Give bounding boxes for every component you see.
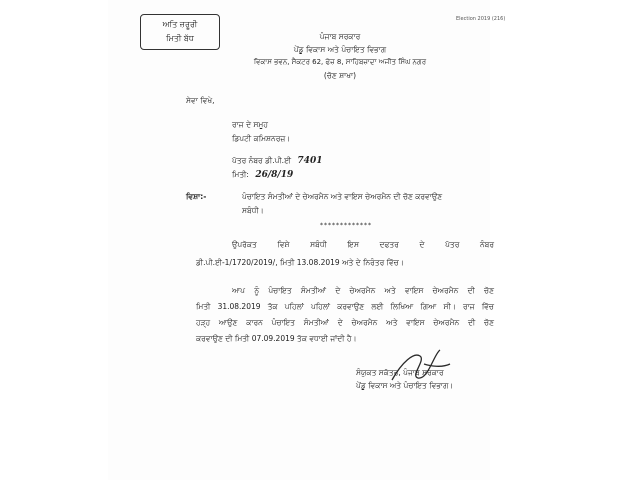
header-address: ਵਿਕਾਸ ਭਵਨ, ਸੈਕਟਰ 62, ਫੇਜ਼ 8, ਸਾਹਿਬਜ਼ਾਦਾ ਅਜੀਤ ਸਿੰਘ ਨਗਰ bbox=[253, 58, 427, 66]
subject-line-2: ਸਬੰਧੀ। bbox=[242, 206, 264, 215]
para2-line-2: ਮਿਤੀ 31.08.2019 ਤੱਕ ਪਹਿਲਾਂ ਪਹਿਲਾਂ ਕਰਵਾਉਣ ਲਈ ਲਿਖਿਆ ਗਿਆ ਸੀ। ਰਾਜ ਵਿੱਚ bbox=[196, 302, 494, 311]
signatory-designation: ਸੰਯੁਕਤ ਸਕੱਤਰ, ਪੰਜਾਬ ਸਰਕਾਰ bbox=[356, 368, 444, 377]
para2-line-3: ਹੜ੍ਹ ਆਉਣ ਕਾਰਨ ਪੰਚਾਇਤ ਸੰਮਤੀਆਂ ਦੇ ਚੇਅਰਮੈਨ ਅਤੇ ਵਾਇਸ ਚੇਅਰਮੈਨ ਦੀ ਚੋਣ bbox=[196, 318, 494, 327]
stamp-line-dated: ਮਿਤੀ ਬੱਧ bbox=[166, 34, 194, 43]
salutation: ਸੇਵਾ ਵਿਖੇ, bbox=[186, 96, 215, 105]
stamp-line-urgent: ਅਤਿ ਜ਼ਰੂਰੀ bbox=[162, 20, 198, 29]
letter-date-value: 26/8/19 bbox=[255, 170, 294, 180]
signatory-department: ਪੇਂਡੂ ਵਿਕਾਸ ਅਤੇ ਪੰਚਾਇਤ ਵਿਭਾਗ। bbox=[356, 381, 454, 390]
para2-line-4: ਕਰਵਾਉਣ ਦੀ ਮਿਤੀ 07.09.2019 ਤੱਕ ਵਧਾਈ ਜਾਂਦੀ ਹੈ। bbox=[196, 334, 357, 343]
para1-line-1: ਉਪਰੋਕਤ ਵਿਸ਼ੇ ਸਬੰਧੀ ਇਸ ਦਫਤਰ ਦੇ ਪੱਤਰ ਨੰਬਰ bbox=[232, 240, 494, 249]
subject-line-1: ਪੰਚਾਇਤ ਸੰਮਤੀਆਂ ਦੇ ਚੇਅਰਮੈਨ ਅਤੇ ਵਾਇਸ ਚੇਅਰਮੈਨ ਦੀ ਚੋਣ ਕਰਵਾਉਣ bbox=[242, 192, 443, 201]
separator: ************* bbox=[320, 222, 372, 229]
header-government: ਪੰਜਾਬ ਸਰਕਾਰ bbox=[319, 32, 361, 41]
para2-line-1: ਆਪ ਨੂੰ ਪੰਚਾਇਤ ਸੰਮਤੀਆਂ ਦੇ ਚੇਅਰਮੈਨ ਅਤੇ ਵਾਇਸ ਚੇਅਰਮੈਨ ਦੀ ਚੋਣ bbox=[232, 286, 494, 295]
letter-number bbox=[232, 156, 322, 166]
recipient-line-1: ਰਾਜ ਦੇ ਸਮੂਹ bbox=[232, 120, 268, 129]
recipient-line-2: ਡਿਪਟੀ ਕਮਿਸ਼ਨਰਜ਼। bbox=[232, 134, 291, 143]
subject-label: ਵਿਸ਼ਾ:- bbox=[186, 192, 207, 201]
letter-number-value: 7401 bbox=[297, 156, 323, 166]
letter-date-label: ਮਿਤੀ: bbox=[232, 170, 249, 179]
para1-line-2: ਡੀ.ਪੀ.ਈ-1/1720/2019/, ਮਿਤੀ 13.08.2019 ਅਤੇ ਦੇ ਨਿਰੰਤਰ ਵਿੱਚ। bbox=[196, 258, 404, 267]
letter-date bbox=[232, 170, 293, 180]
header-branch: (ਚੋਣ ਸ਼ਾਖਾ) bbox=[323, 71, 357, 80]
header-department: ਪੇਂਡੂ ਵਿਕਾਸ ਅਤੇ ਪੰਚਾਇਤ ਵਿਭਾਗ bbox=[293, 45, 387, 54]
letter-number-label: ਪੱਤਰ ਨੰਬਰ ਡੀ.ਪੀ.ਈ bbox=[232, 156, 292, 165]
form-reference: Election 2019 (216) bbox=[456, 16, 506, 22]
